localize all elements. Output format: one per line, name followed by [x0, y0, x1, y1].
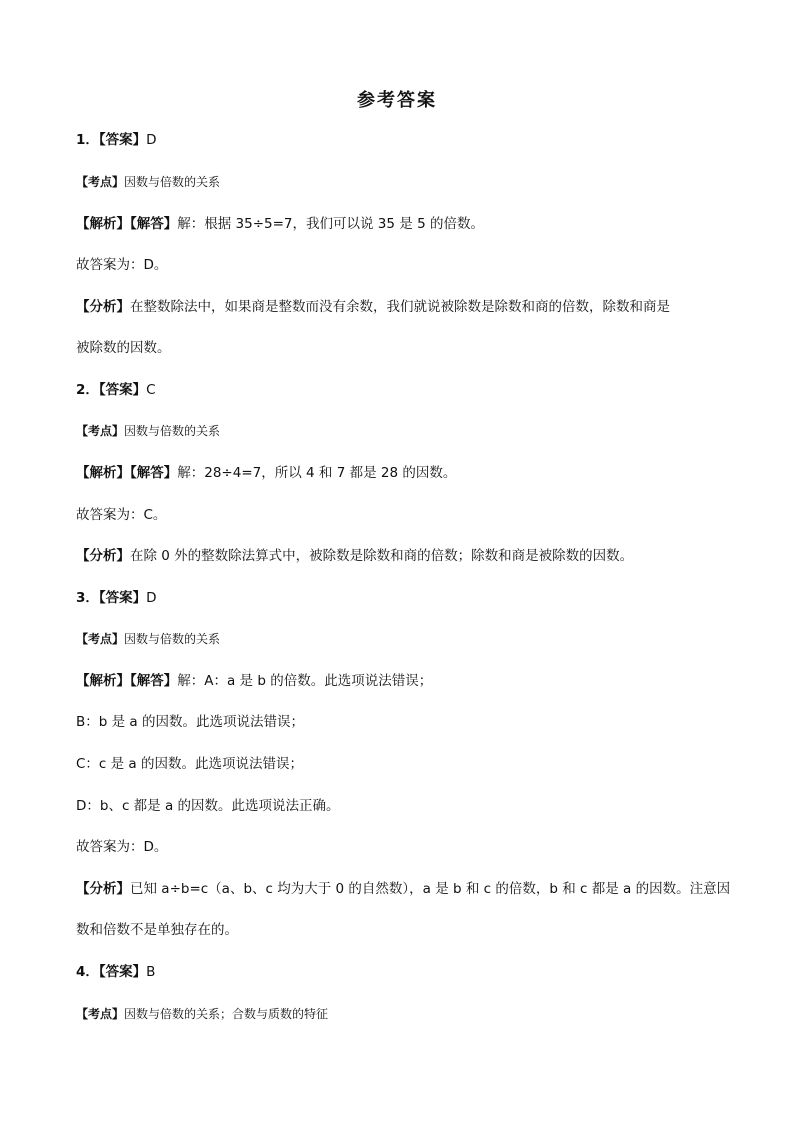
q2-conclusion: 故答案为：C。 [76, 507, 167, 523]
q3-answer-label: 3．【答案】 [76, 590, 147, 606]
q1-fenxi-line-2: 被除数的因数。 [76, 340, 171, 356]
q3-fenxi-line-1 [76, 879, 731, 899]
q2-answer-line [76, 380, 722, 400]
q1-fenxi-text-1: 在整数除法中，如果商是整数而没有余数，我们就说被除数是除数和商的倍数，除数和商是 [130, 299, 670, 315]
q2-fenxi-text: 在除 0 外的整数除法算式中，被除数是除数和商的倍数；除数和商是被除数的因数。 [130, 548, 634, 564]
q3-kaodian-line [76, 629, 722, 649]
q1-conclusion: 故答案为：D。 [76, 257, 168, 273]
q3-fenxi-line-2: 数和倍数不是单独存在的。 [76, 922, 238, 938]
q3-conclusion: 故答案为：D。 [76, 839, 168, 855]
q2-kaodian-line [76, 421, 722, 441]
q3-option-c: C：c 是 a 的因数。此选项说法错误； [76, 756, 303, 772]
q1-kaodian-tag: 【考点】 [76, 175, 125, 189]
q3-option-d: D：b、c 都是 a 的因数。此选项说法正确。 [76, 798, 340, 814]
q3-fenxi-tag: 【分析】 [76, 881, 130, 897]
q1-kaodian-text: 因数与倍数的关系 [124, 175, 221, 189]
q1-fenxi-line-1 [76, 297, 722, 317]
q3-answer-line [76, 588, 722, 608]
q3-kaodian-text: 因数与倍数的关系 [124, 632, 221, 646]
q3-answer-value: D [146, 590, 157, 606]
q4-kaodian-text: 因数与倍数的关系；合数与质数的特征 [124, 1007, 329, 1021]
q4-kaodian-line [76, 1004, 722, 1024]
page-title: 参考答案 [357, 90, 437, 111]
q3-jiexi-tag: 【解析】【解答】 [76, 673, 178, 689]
q3-option-b: B：b 是 a 的因数。此选项说法错误； [76, 714, 304, 730]
q1-answer-label: 1．【答案】 [76, 132, 147, 148]
q1-fenxi-tag: 【分析】 [76, 299, 130, 315]
q2-jiexi-line [76, 463, 722, 483]
q2-kaodian-tag: 【考点】 [76, 424, 125, 438]
q1-answer-value: D [146, 132, 157, 148]
q1-jiexi-text: 解：根据 35÷5=7，我们可以说 35 是 5 的倍数。 [177, 216, 484, 232]
q4-answer-label: 4．【答案】 [76, 964, 147, 980]
q1-kaodian-line [76, 172, 722, 192]
q4-answer-line [76, 962, 722, 982]
q2-answer-value: C [146, 382, 156, 398]
q1-jiexi-tag: 【解析】【解答】 [76, 216, 178, 232]
q4-kaodian-tag: 【考点】 [76, 1007, 125, 1021]
q4-answer-value: B [146, 964, 156, 980]
q1-jiexi-line [76, 214, 722, 234]
q3-jiexi-line [76, 671, 722, 691]
q2-kaodian-text: 因数与倍数的关系 [124, 424, 221, 438]
q2-jiexi-tag: 【解析】【解答】 [76, 465, 178, 481]
q3-fenxi-text-1: 已知 a÷b=c（a、b、c 均为大于 0 的自然数），a 是 b 和 c 的倍数，b 和 c 都是 a 的因数。注意因 [130, 881, 731, 897]
q3-jiexi-text: 解：A：a 是 b 的倍数。此选项说法错误； [177, 673, 433, 689]
q2-jiexi-text: 解：28÷4=7，所以 4 和 7 都是 28 的因数。 [177, 465, 457, 481]
q3-kaodian-tag: 【考点】 [76, 632, 125, 646]
q1-answer-line [76, 130, 722, 150]
q2-fenxi-tag: 【分析】 [76, 548, 130, 564]
q2-answer-label: 2．【答案】 [76, 382, 147, 398]
q2-fenxi-line [76, 546, 722, 566]
